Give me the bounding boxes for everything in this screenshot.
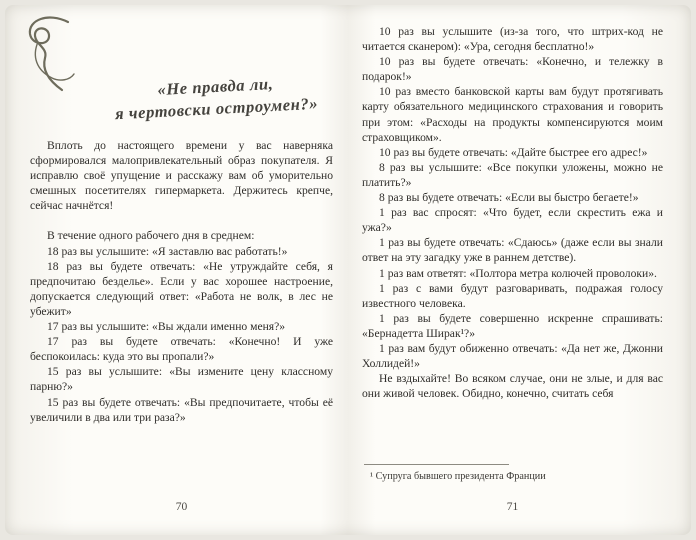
paragraph: 1 раз вам будут обиженно отвечать: «Да нет же, Джонни Холлидей!»	[362, 341, 663, 371]
paragraph: В течение одного рабочего дня в среднем:	[47, 229, 255, 243]
chapter-title-line2: я чертовски остроумен?»	[114, 93, 319, 124]
right-page-text-column	[362, 24, 663, 401]
paragraph: 15 раз вы услышите: «Вы измените цену классному парню?»	[30, 365, 333, 394]
paragraph: 10 раз вы услышите (из-за того, что штрих-код не читается сканером): «Ура, сегодня бесплатно!»	[362, 25, 663, 54]
calligraphic-flourish-icon	[18, 12, 80, 96]
page-number-left: 70	[175, 501, 188, 513]
chapter-title-line1: «Не правда ли,	[156, 73, 274, 100]
paragraph: Вплоть до настоящего времени у вас наверняка сформировался малопривлекательный образ покупателя. Я исправлю своё упущение и расскажу вам об уморительно смешных посетителях гипермаркета. Держитесь крепче, сейчас начнётся!	[30, 139, 333, 213]
paragraph: 1 раз вам ответят: «Полтора метра колючей проволоки».	[379, 266, 657, 280]
footnote-block	[362, 464, 663, 483]
paragraph: 1 раз вы будете совершенно искренне спрашивать: «Бернадетта Ширак¹?»	[362, 311, 663, 340]
footnote-divider	[364, 464, 509, 465]
paragraph: Не вздыхайте! Во всяком случае, они не злые, и для вас они живой человек. Обидно, конечно, считать себя	[362, 372, 663, 401]
paragraph: 1 раз с вами будут разговаривать, подражая голосу известного человека.	[362, 281, 663, 310]
paragraph: 17 раз вы будете отвечать: «Конечно! И уже беспокоилась: куда это вы пропали?»	[30, 335, 333, 364]
paragraph: 15 раз вы будете отвечать: «Вы предпочитаете, чтобы её увеличили в два или три раза?»	[30, 395, 333, 424]
paragraph: 10 раз вместо банковской карты вам будут протягивать карту обязательного медицинского страхования и говорить при этом: «Расходы на продукты компенсируются моим страховщиком».	[362, 85, 663, 144]
paragraph: 18 раз вы услышите: «Я заставлю вас работать!»	[47, 244, 288, 258]
paragraph: 8 раз вы будете отвечать: «Если вы быстро бегаете!»	[379, 191, 639, 205]
left-page-text-column	[30, 138, 333, 425]
paragraph: 17 раз вы услышите: «Вы ждали именно меня?»	[47, 320, 286, 334]
paragraph: 10 раз вы будете отвечать: «Конечно, и тележку в подарок!»	[362, 55, 663, 84]
paragraph: 1 раз вас спросят: «Что будет, если скрестить ежа и ужа?»	[362, 206, 663, 235]
paragraph: 10 раз вы будете отвечать: «Дайте быстрее его адрес!»	[379, 145, 648, 159]
paragraph: 18 раз вы будете отвечать: «Не утруждайте себя, я предпочитаю безделье». Если у вас хорошее настроение, допускается следующий ответ: «Работа не волк, в лес не убежит»	[30, 259, 333, 318]
paragraph: 8 раз вы услышите: «Все покупки уложены, можно не платить?»	[362, 160, 663, 189]
footnote-text: ¹ Супруга бывшего президента Франции	[370, 471, 546, 482]
paragraph: 1 раз вы будете отвечать: «Сдаюсь» (даже если вы знали ответ на эту загадку уже в раннем детстве).	[362, 236, 663, 265]
page-number-right: 71	[506, 501, 519, 513]
